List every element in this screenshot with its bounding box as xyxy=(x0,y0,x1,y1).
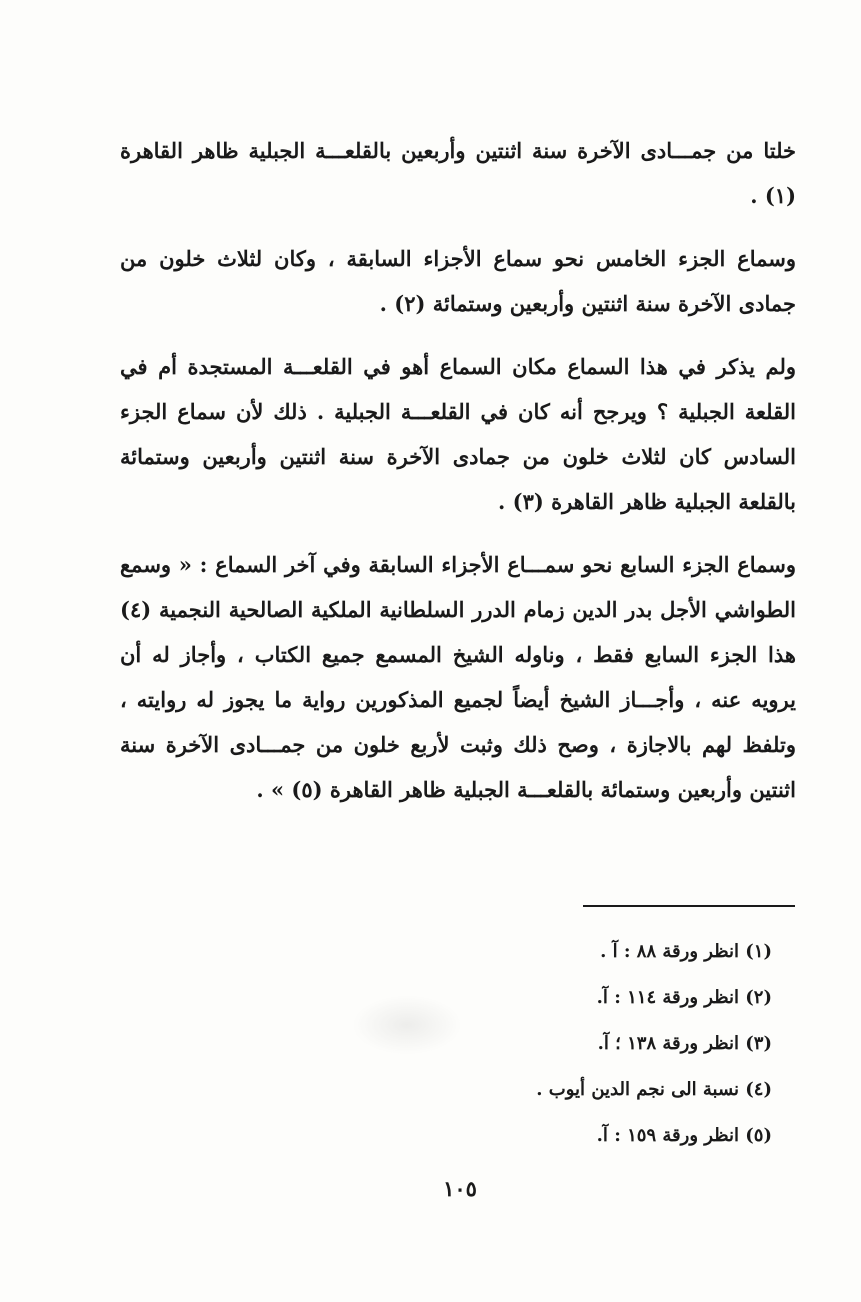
footnote-2: (٢) انظر ورقة ١١٤ : آ. xyxy=(596,987,772,1008)
paragraph-3: ولم يذكر في هذا السماع مكان السماع أهو في القلعـــة المستجدة أم في القلعة الجبلية ؟ ويرجح أنه كان في القلعـــة الجبلية . ذلك لأن سماع الجزء السادس كان لثلاث خلون من جمادى الآخرة سنة اثنتين وأربعين وستمائة بالقلعة الجبلية ظاهر القاهرة (٣) . xyxy=(120,354,796,514)
footnote-5: (٥) انظر ورقة ١٥٩ : آ. xyxy=(596,1125,772,1146)
footnote-divider xyxy=(583,905,795,907)
ink-bleed-smudge xyxy=(352,995,462,1055)
paragraph-4: وسماع الجزء السابع نحو سمـــاع الأجزاء السابقة وفي آخر السماع : « وسمع الطواشي الأجل بدر الدين زمام الدرر السلطانية الملكية الصالحية النجمية (٤) هذا الجزء السابع فقط ، وناوله الشيخ المسمع جميع الكتاب ، وأجاز له أن يرويه عنه ، وأجـــاز الشيخ أيضاً لجميع المذكورين رواية ما يجوز له روايته ، وتلفظ لهم بالاجازة ، وصح ذلك وثبت لأربع خلون من جمـــادى الآخرة سنة اثنتين وأربعين وستمائة بالقلعـــة الجبلية ظاهر القاهرة (٥) » . xyxy=(120,552,796,802)
page-number: ١٠٥ xyxy=(443,1176,477,1201)
paragraph-2: وسماع الجزء الخامس نحو سماع الأجزاء السابقة ، وكان لثلاث خلون من جمادى الآخرة سنة اثنتين وأربعين وستمائة (٢) . xyxy=(120,246,796,316)
footnote-3: (٣) انظر ورقة ١٣٨ ؛ آ. xyxy=(597,1033,772,1054)
footnote-1: (١) انظر ورقة ٨٨ : آ . xyxy=(600,941,772,962)
paragraph-1: خلتا من جمـــادى الآخرة سنة اثنتين وأربعين بالقلعـــة الجبلية ظاهر القاهرة (١) . xyxy=(120,138,796,208)
footnotes xyxy=(440,932,772,1162)
footnote-4: (٤) نسبة الى نجم الدين أيوب . xyxy=(536,1079,772,1100)
